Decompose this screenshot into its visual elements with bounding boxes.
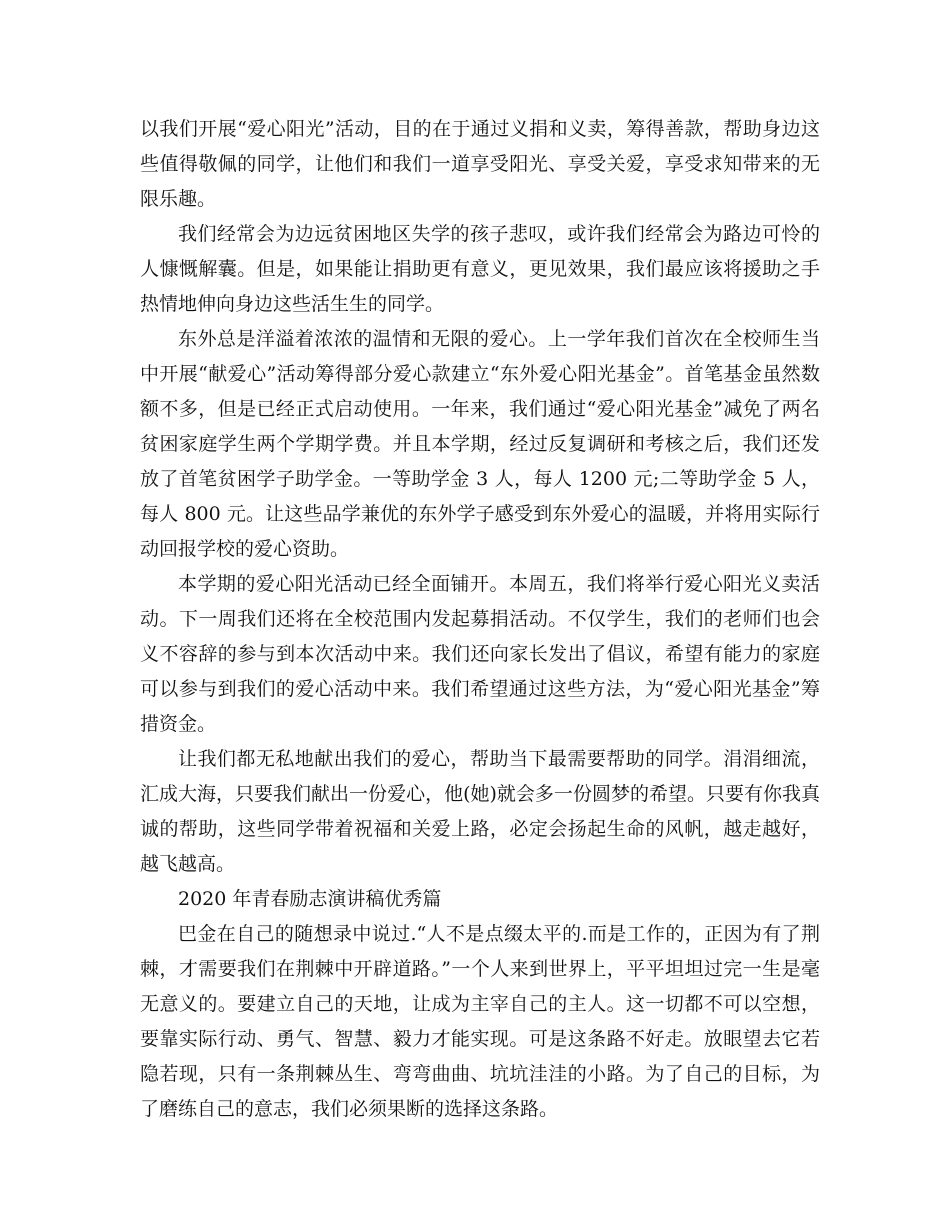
paragraph-call-to-action: 让我们都无私地献出我们的爱心，帮助当下最需要帮助的同学。涓涓细流，汇成大海，只要我们献出一份爱心，他(她)就会多一份圆梦的希望。只要有你我真诚的帮助，这些同学带着祝福和关爱上路，必定会扬起生命的风帆，越走越好，越飞越高。 [140,748,820,875]
paragraph-love-fund: 东外总是洋溢着浓浓的温情和无限的爱心。上一学年我们首次在全校师生当中开展“献爱心”活动筹得部分爱心款建立“东外爱心阳光基金”。首笔基金虽然数额不多，但是已经正式启动使用。一年来，我们通过“爱心阳光基金”减免了两名贫困家庭学生两个学期学费。并且本学期，经过反复调研和考核之后，我们还发放了首笔贫困学子助学金。一等助学金 3 人，每人 1200 元;二等助学金 5 人，每人 800 元。让这些品学兼优的东外学子感受到东外爱心的温暖，并将用实际行动回报学校的爱心资助。 [140,328,820,560]
paragraph-activity-purpose: 以我们开展“爱心阳光”活动，目的在于通过义捐和义卖，筹得善款，帮助身边这些值得敬佩的同学，让他们和我们一道享受阳光、享受关爱，享受求知带来的无限乐趣。 [140,118,820,210]
paragraph-charity-sale: 本学期的爱心阳光活动已经全面铺开。本周五，我们将举行爱心阳光义卖活动。下一周我们还将在全校范围内发起募捐活动。不仅学生，我们的老师们也会义不容辞的参与到本次活动中来。我们还向家长发出了倡议，希望有能力的家庭可以参与到我们的爱心活动中来。我们希望通过这些方法，为“爱心阳光基金”筹措资金。 [140,573,820,735]
paragraph-help-classmates: 我们经常会为边远贫困地区失学的孩子悲叹，或许我们经常会为路边可怜的人慷慨解囊。但是，如果能让捐助更有意义，更见效果，我们最应该将援助之手热情地伸向身边这些活生生的同学。 [140,223,820,315]
section-heading: 2020 年青春励志演讲稿优秀篇 [178,888,442,910]
paragraph-bajin-quote: 巴金在自己的随想录中说过.“人不是点缀太平的.而是工作的，正因为有了荆棘，才需要我们在荆棘中开辟道路。”一个人来到世界上，平平坦坦过完一生是毫无意义的。要建立自己的天地，让成为主宰自己的主人。这一切都不可以空想，要靠实际行动、勇气、智慧、毅力才能实现。可是这条路不好走。放眼望去它若隐若现，只有一条荆棘丛生、弯弯曲曲、坑坑洼洼的小路。为了自己的目标，为了磨练自己的意志，我们必须果断的选择这条路。 [140,923,820,1120]
document-body [140,112,820,1127]
